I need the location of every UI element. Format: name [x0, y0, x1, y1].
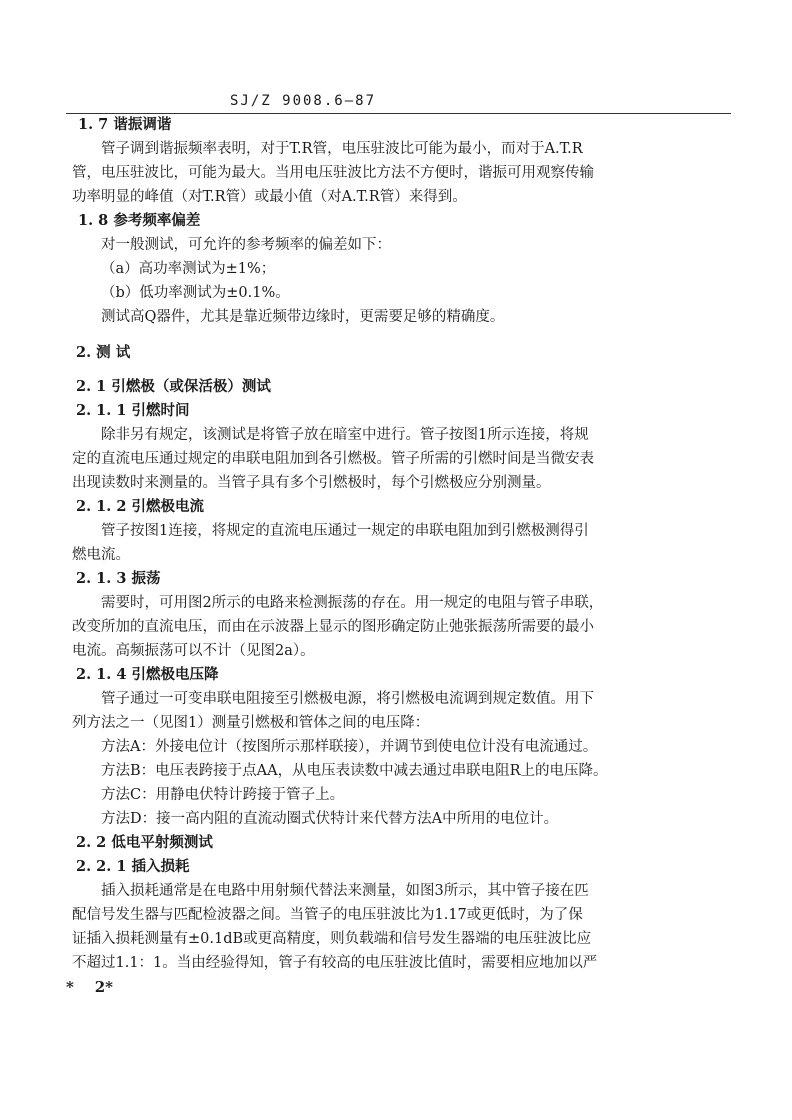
text-line: 功率明显的峰值（对T.R管）或最小值（对A.T.R管）来得到。: [72, 189, 467, 205]
text-line: 证插入损耗测量有±0.1dB或更高精度，则负载端和信号发生器端的电压驻波比应: [72, 931, 592, 947]
text-line: 改变所加的直流电压，而由在示波器上显示的图形确定防止弛张振荡所需要的最小: [72, 619, 594, 635]
text-line: 燃电流。: [72, 547, 130, 563]
text-line: 不超过1.1：1。当由经验得知，管子有较高的电压驻波比值时，需要相应地加以严: [72, 955, 598, 971]
text-line: 管子通过一可变串联电阻接至引燃极电源，将引燃极电流调到规定数值。用下: [101, 691, 594, 707]
text-line: 除非另有规定，该测试是将管子放在暗室中进行。管子按图1所示连接，将规: [101, 427, 589, 443]
text-line: 管，电压驻波比，可能为最大。当用电压驻波比方法不方便时，谐振可用观察传输: [72, 165, 594, 181]
text-line: 出现读数时来测量的。当管子具有多个引燃极时，每个引燃极应分别测量。: [72, 475, 551, 491]
text-line: 方法A：外接电位计（按图所示那样联接），并调节到使电位计没有电流通过。: [101, 739, 598, 755]
text-line: 方法C：用静电伏特计跨接于管子上。: [101, 787, 345, 803]
header-rule: [66, 113, 731, 114]
section-heading: 2. 2 低电平射频测试: [76, 834, 213, 851]
text-line: 列方法之一（见图1）测量引燃极和管体之间的电压降：: [72, 715, 430, 731]
text-line: 插入损耗通常是在电路中用射频代替法来测量，如图3所示，其中管子接在匹: [101, 883, 589, 899]
text-line: 管子按图1连接，将规定的直流电压通过一规定的串联电阻加到引燃极测得引: [101, 523, 589, 539]
section-heading: 2. 测 试: [76, 344, 131, 361]
section-heading: 2. 1. 2 引燃极电流: [76, 498, 205, 515]
section-heading: 2. 1 引燃极（或保活极）测试: [76, 378, 271, 395]
text-line: 定的直流电压通过规定的串联电阻加到各引燃极。管子所需的引燃时间是当微安表: [72, 451, 594, 467]
text-line: 需要时，可用图2所示的电路来检测振荡的存在。用一规定的电阻与管子串联，: [101, 595, 604, 611]
text-line: 对一般测试，可允许的参考频率的偏差如下：: [101, 237, 391, 253]
page-footer: * 2*: [66, 978, 114, 996]
text-line: 测试高Q器件，尤其是靠近频带边缘时，更需要足够的精确度。: [101, 309, 505, 325]
section-heading: 1. 8 参考频率偏差: [78, 212, 201, 229]
section-heading: 2. 1. 3 振荡: [76, 570, 161, 587]
text-line: （b）低功率测试为±0.1%。: [101, 285, 290, 301]
section-heading: 1. 7 谐振调谐: [78, 116, 172, 133]
text-line: 方法B：电压表跨接于点AA，从电压表读数中减去通过串联电阻R上的电压降。: [101, 763, 608, 779]
text-line: 电流。高频振荡可以不计（见图2a）。: [72, 643, 315, 659]
text-line: 方法D：接一高内阻的直流动圈式伏特计来代替方法A中所用的电位计。: [101, 811, 559, 827]
section-heading: 2. 1. 1 引燃时间: [76, 402, 190, 419]
page-header: SJ/Z 9008.6—87: [230, 93, 377, 109]
text-line: （a）高功率测试为±1%；: [101, 261, 276, 277]
section-heading: 2. 1. 4 引燃极电压降: [76, 666, 219, 683]
text-line: 管子调到谐振频率表明，对于T.R管，电压驻波比可能为最小，而对于A.T.R: [101, 141, 583, 157]
section-heading: 2. 2. 1 插入损耗: [76, 858, 190, 875]
text-line: 配信号发生器与匹配检波器之间。当管子的电压驻波比为1.17或更低时，为了保: [72, 907, 583, 923]
